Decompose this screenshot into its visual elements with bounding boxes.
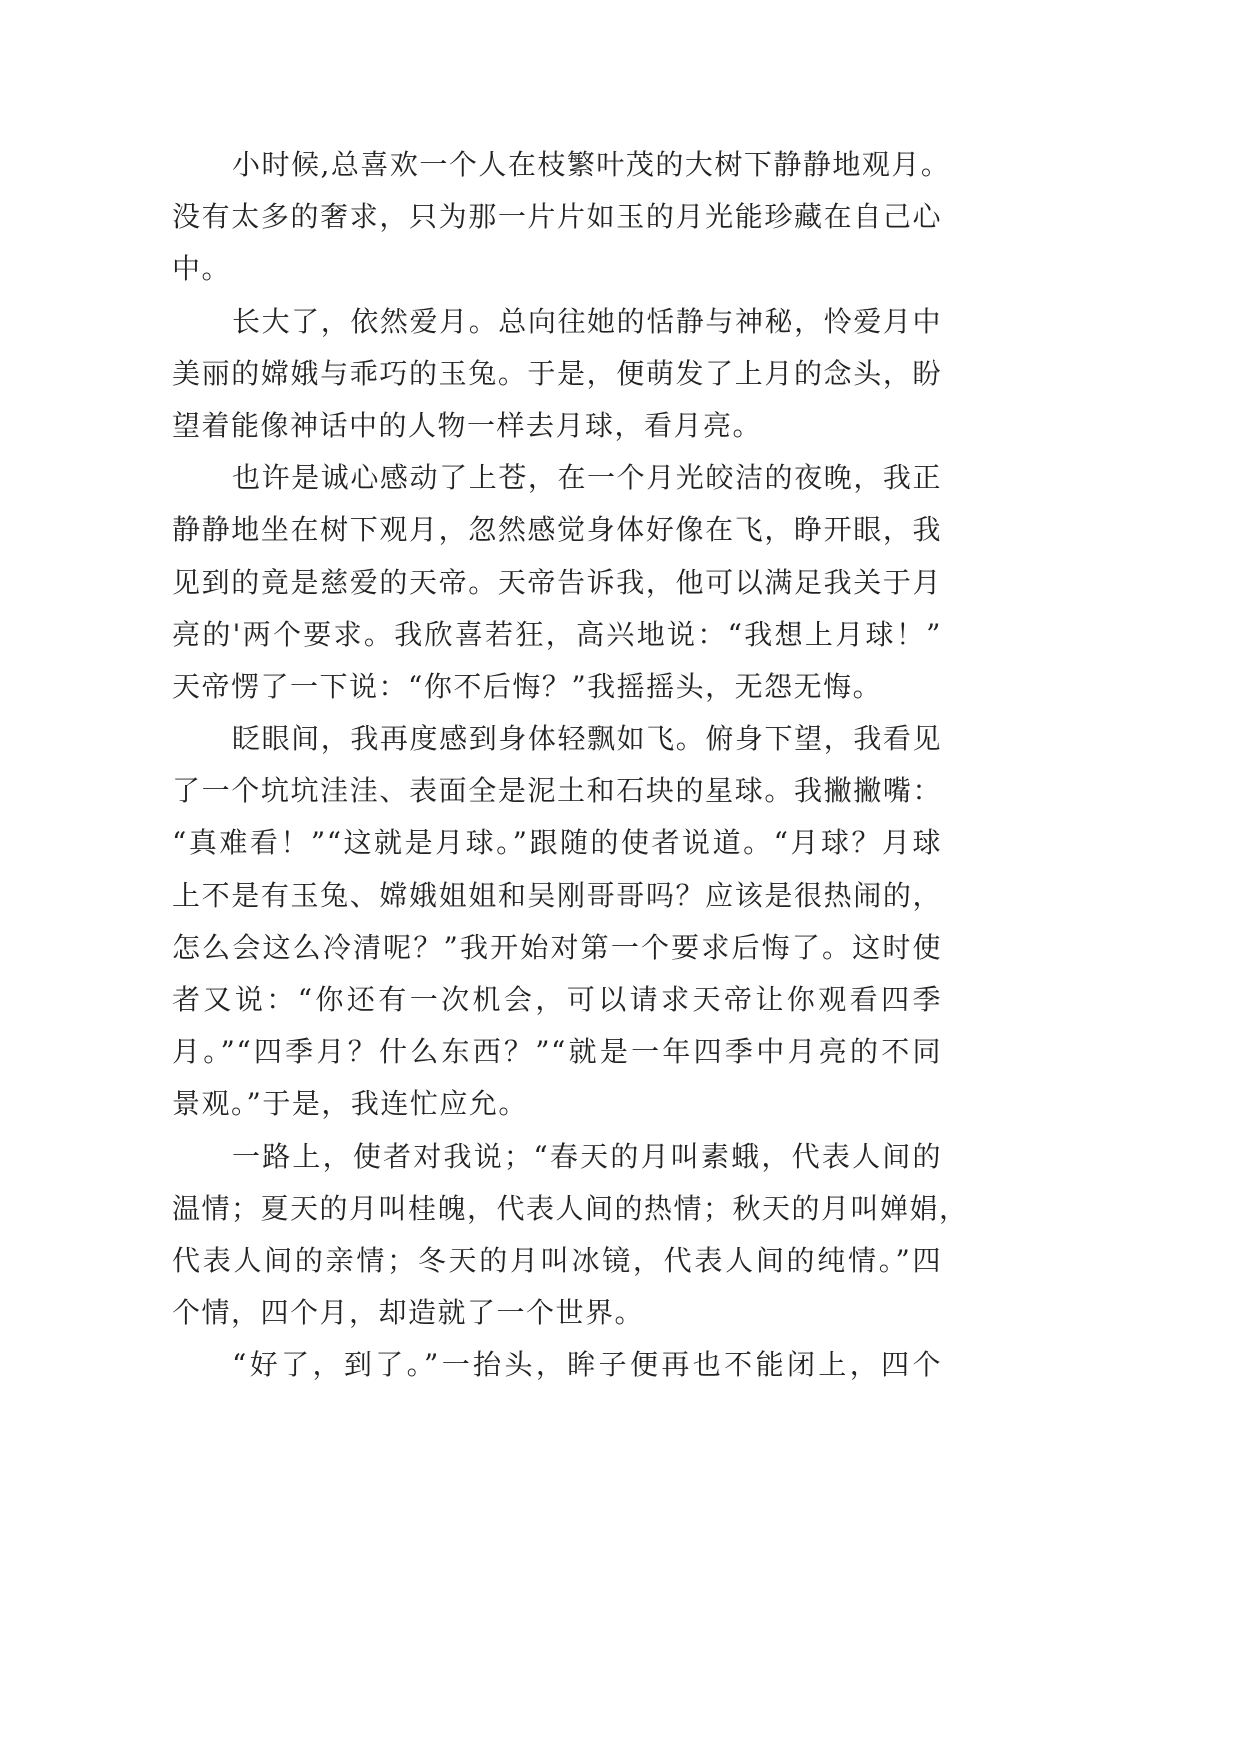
text-line: 个情，四个月，却造就了一个世界。 [172, 1296, 645, 1330]
text-line: 代表人间的亲情；冬天的月叫冰镜，代表人间的纯情。”四 [172, 1243, 942, 1277]
paragraph-3 [172, 452, 942, 713]
paragraph-5 [172, 1131, 969, 1340]
text-line: 望着能像神话中的人物一样去月球，看月亮。 [172, 408, 763, 442]
text-line: 了一个坑坑洼洼、表面全是泥土和石块的星球。我撇撇嘴： [172, 774, 942, 808]
text-line: 见到的竟是慈爱的天帝。天帝告诉我，他可以满足我关于月 [172, 565, 942, 599]
text-line: 没有太多的奢求，只为那一片片如玉的月光能珍藏在自己心 [172, 200, 942, 234]
text-line: 月。”“四季月？什么东西？”“就是一年四季中月亮的不同 [172, 1035, 942, 1069]
text-line: 小时候,总喜欢一个人在枝繁叶茂的大树下静静地观月。 [232, 148, 951, 181]
text-line: 眨眼间，我再度感到身体轻飘如飞。俯身下望，我看见 [232, 722, 942, 756]
text-line: 亮的'两个要求。我欣喜若狂，高兴地说：“我想上月球！” [172, 617, 942, 651]
text-line: “真难看！”“这就是月球。”跟随的使者说道。“月球？月球 [172, 826, 942, 860]
text-line: “好了，到了。”一抬头，眸子便再也不能闭上，四个 [232, 1348, 942, 1382]
text-line: 美丽的嫦娥与乖巧的玉兔。于是，便萌发了上月的念头，盼 [172, 356, 942, 390]
text-line: 也许是诚心感动了上苍，在一个月光皎洁的夜晚，我正 [232, 461, 942, 495]
paragraph-2 [172, 296, 942, 453]
paragraph-1 [172, 139, 951, 296]
paragraph-6 [172, 1339, 942, 1391]
text-line: 一路上，使者对我说；“春天的月叫素蛾，代表人间的 [232, 1139, 942, 1173]
text-line: 温情；夏天的月叫桂魄，代表人间的热情；秋天的月叫婵娟， [172, 1191, 969, 1225]
text-line: 上不是有玉兔、嫦娥姐姐和吴刚哥哥吗？应该是很热闹的， [172, 878, 942, 912]
text-line: 静静地坐在树下观月，忽然感觉身体好像在飞，睁开眼，我 [172, 513, 942, 547]
text-line: 中。 [172, 252, 232, 286]
text-line: 长大了，依然爱月。总向往她的恬静与神秘，怜爱月中 [232, 304, 942, 338]
body-text [172, 139, 969, 1392]
text-line: 怎么会这么冷清呢？”我开始对第一个要求后悔了。这时使 [172, 930, 942, 964]
text-line: 者又说：“你还有一次机会，可以请求天帝让你观看四季 [172, 983, 942, 1016]
paragraph-4 [172, 713, 942, 1131]
text-line: 景观。”于是，我连忙应允。 [172, 1087, 528, 1121]
text-line: 天帝愣了一下说：“你不后悔？”我摇摇头，无怨无悔。 [172, 669, 883, 703]
